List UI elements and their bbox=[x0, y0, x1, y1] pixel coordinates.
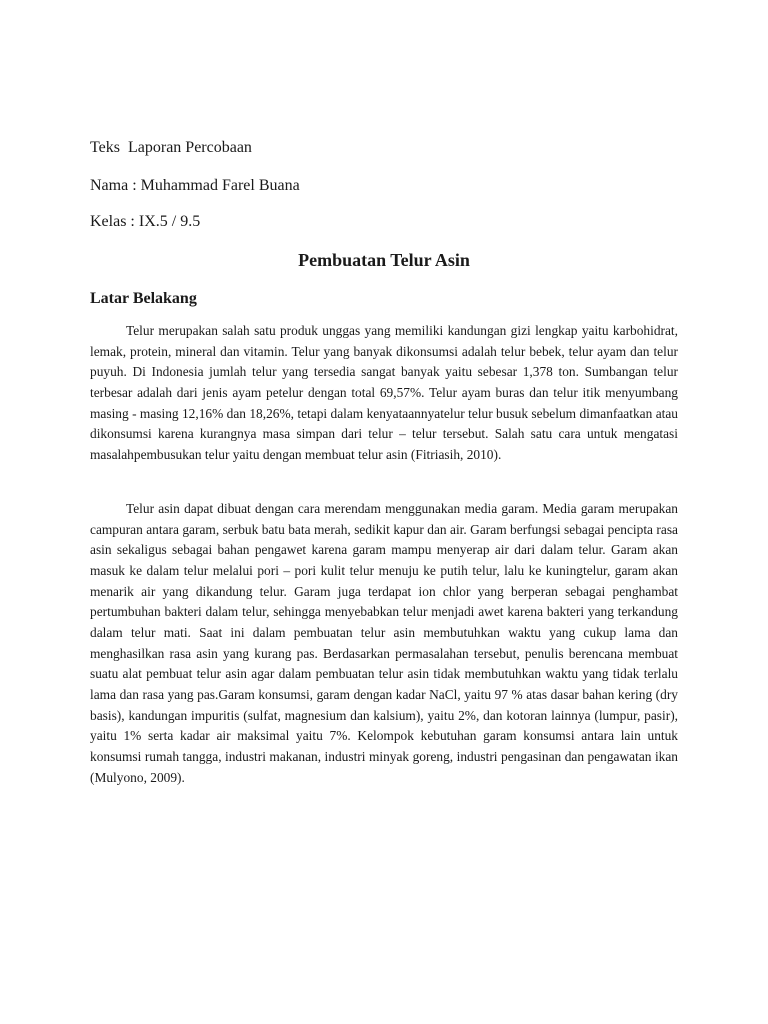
student-name-line: Nama : Muhammad Farel Buana bbox=[90, 177, 300, 194]
document-title: Pembuatan Telur Asin bbox=[298, 250, 470, 270]
body-paragraph-1: Telur merupakan salah satu produk unggas yang memiliki kandungan gizi lengkap yaitu karbohidrat, lemak, protein, mineral dan vitamin. Telur yang banyak dikonsumsi adalah telur bebek, telur ayam dan telur puyuh. Di Indonesia jumlah telur yang tersedia sangat banyak yaitu sebesar 1,378 ton. Sumbangan telur terbesar adalah dari jenis ayam petelur dengan total 69,57%. Telur ayam buras dan telur itik menyumbang masing - masing 12,16% dan 18,26%, tetapi dalam kenyataannyatelur telur busuk sebelum dimanfaatkan atau dikonsumsi karena kurangnya masa simpan dari telur – telur tersebut. Salah satu cara untuk mengatasi masalahpembusukan telur yaitu dengan membuat telur asin (Fitriasih, 2010). bbox=[90, 323, 678, 462]
text-type-line: Teks Laporan Percobaan bbox=[90, 139, 252, 156]
body-paragraph-2: Telur asin dapat dibuat dengan cara merendam menggunakan media garam. Media garam merupakan campuran antara garam, serbuk batu bata merah, sedikit kapur dan air. Garam berfungsi sebagai pencipta rasa asin sekaligus sebagai bahan pengawet karena garam mampu menyerap air dari dalam telur. Garam akan masuk ke dalam telur melalui pori – pori kulit telur menuju ke putih telur, lalu ke kuningtelur, garam akan menarik air yang dikandung telur. Garam juga terdapat ion chlor yang berperan sebagai penghambat pertumbuhan bakteri dalam telur, sehingga menyebabkan telur menjadi awet karena bakteri yang terkandung dalam telur mati. Saat ini dalam pembuatan telur asin membutuhkan waktu yang cukup lama dan menghasilkan rasa asin yang kurang pas. Berdasarkan permasalahan tersebut, penulis berencana membuat suatu alat pembuat telur asin agar dalam pembuatan telur asin tidak membutuhkan waktu yang tidak terlalu lama dan rasa yang pas.Garam konsumsi, garam dengan kadar NaCl, yaitu 97 % atas dasar bahan kering (dry basis), kandungan impuritis (sulfat, magnesium dan kalsium), yaitu 2%, dan kotoran lainnya (lumpur, pasir), yaitu 1% serta kadar air maksimal yaitu 7%. Kelompok kebutuhan garam konsumsi antara lain untuk konsumsi rumah tangga, industri makanan, industri minyak goreng, industri pengasinan dan pengawatan ikan (Mulyono, 2009). bbox=[90, 501, 678, 785]
student-class-line: Kelas : IX.5 / 9.5 bbox=[90, 213, 201, 230]
section-heading-latar-belakang: Latar Belakang bbox=[90, 290, 197, 307]
